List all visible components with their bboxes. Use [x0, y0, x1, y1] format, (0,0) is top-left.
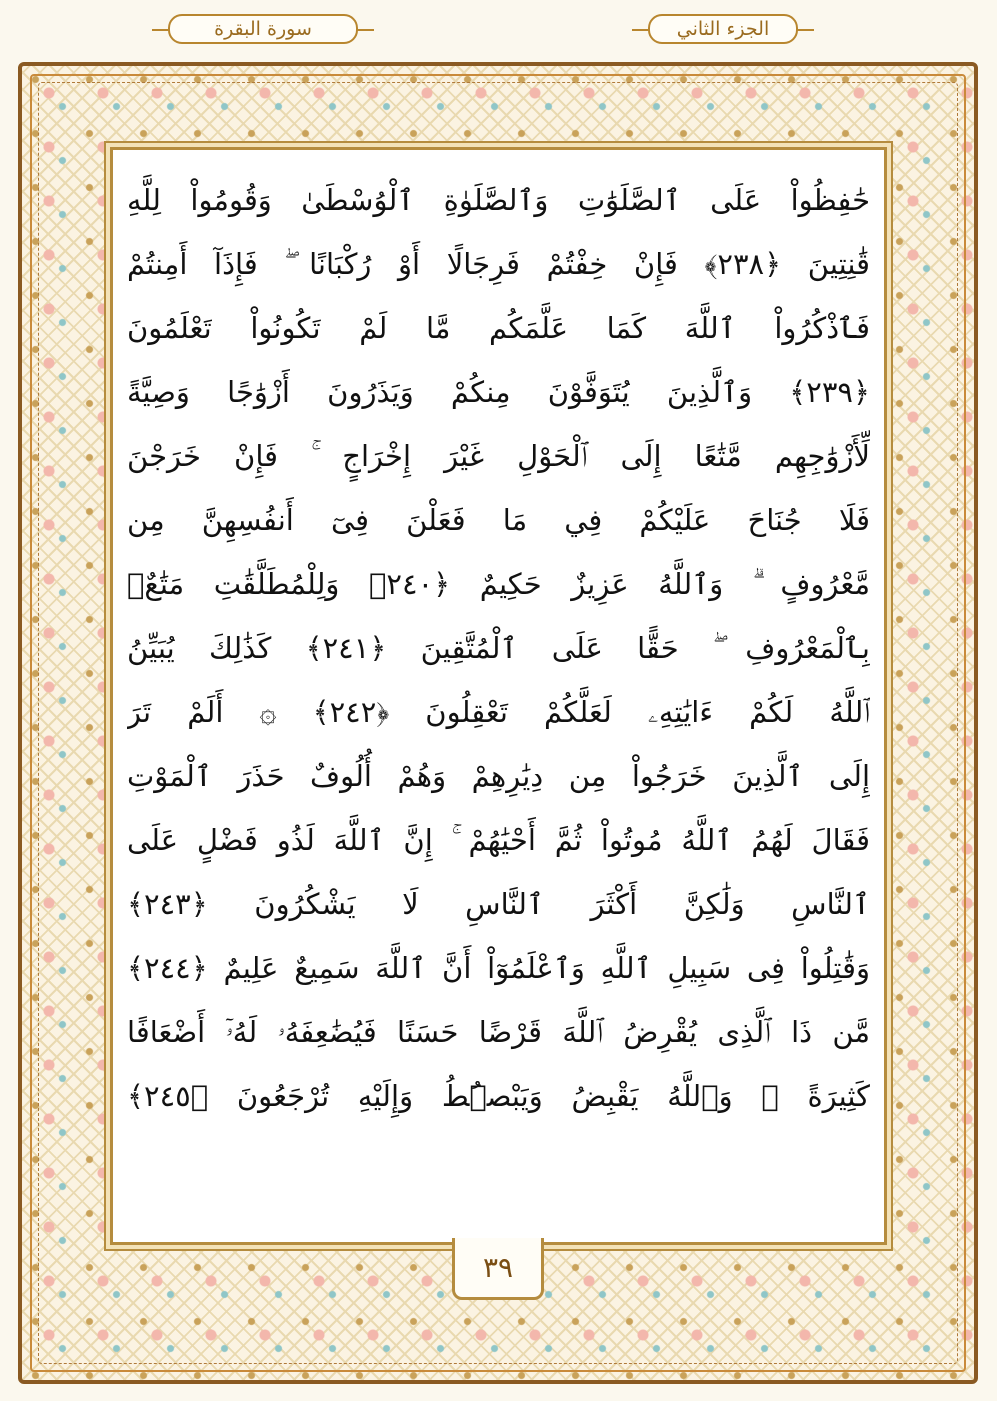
surah-label: سورة البقرة — [168, 14, 358, 44]
page-number: ٣٩ — [452, 1238, 544, 1300]
juz-label: الجزء الثاني — [648, 14, 798, 44]
verse-line-8: بِٱلْمَعْرُوفِ ۖ حَقًّا عَلَى ٱلْمُتَّقِينَ ﴿٢٤١﴾ كَذَٰلِكَ يُبَيِّنُ — [127, 631, 870, 665]
verse-line-6: فَلَا جُنَاحَ عَلَيْكُمْ فِي مَا فَعَلْنَ فِىٓ أَنفُسِهِنَّ مِن — [127, 503, 870, 537]
verse-line-1: حَٰفِظُواْ عَلَى ٱلصَّلَوَٰتِ وَٱلصَّلَوٰةِ ٱلْوُسْطَىٰ وَقُومُواْ لِلَّهِ — [127, 183, 870, 217]
verse-line-9: ٱللَّهُ لَكُمْ ءَايَٰتِهِۦ لَعَلَّكُمْ تَعْقِلُونَ ﴿٢٤٢﴾ ۞ أَلَمْ تَرَ — [127, 695, 870, 729]
quran-text-panel — [110, 147, 887, 1245]
verse-line-11: فَقَالَ لَهُمُ ٱللَّهُ مُوتُواْ ثُمَّ أَحْيَٰهُمْ ۚ إِنَّ ٱللَّهَ لَذُو فَضْلٍ عَلَى — [127, 823, 870, 857]
verse-line-13: وَقَٰتِلُواْ فِى سَبِيلِ ٱللَّهِ وَٱعْلَمُوٓاْ أَنَّ ٱللَّهَ سَمِيعٌ عَلِيمٌ ﴿٢٤٤﴾ — [127, 951, 870, 985]
verse-line-3: فَٱذْكُرُواْ ٱللَّهَ كَمَا عَلَّمَكُم مَّا لَمْ تَكُونُواْ تَعْلَمُونَ — [127, 311, 870, 345]
verse-lines — [127, 168, 870, 1128]
verse-line-5: لِّأَزْوَٰجِهِم مَّتَٰعًا إِلَى ٱلْحَوْلِ غَيْرَ إِخْرَاجٍ ۚ فَإِنْ خَرَجْنَ — [127, 439, 870, 473]
verse-line-15: كَثِيرَةً ۚ وَٱللَّهُ يَقْبِضُ وَيَبْصُۜطُ وَإِلَيْهِ تُرْجَعُونَ ﴿٢٤٥﴾ — [127, 1079, 870, 1113]
verse-line-12: ٱلنَّاسِ وَلَٰكِنَّ أَكْثَرَ ٱلنَّاسِ لَا يَشْكُرُونَ ﴿٢٤٣﴾ — [127, 887, 870, 921]
verse-line-14: مَّن ذَا ٱلَّذِى يُقْرِضُ ٱللَّهَ قَرْضًا حَسَنًا فَيُضَٰعِفَهُۥ لَهُۥٓ أَضْعَافًا — [127, 1015, 870, 1049]
verse-line-4: ﴿٢٣٩﴾ وَٱلَّذِينَ يُتَوَفَّوْنَ مِنكُمْ وَيَذَرُونَ أَزْوَٰجًا وَصِيَّةً — [127, 375, 870, 409]
verse-line-7: مَّعْرُوفٍ ۗ وَٱللَّهُ عَزِيزٌ حَكِيمٌ ﴿٢٤٠﴾ وَلِلْمُطَلَّقَٰتِ مَتَٰعٌۢ — [127, 567, 870, 601]
verse-line-2: قَٰنِتِينَ ﴿٢٣٨﴾ فَإِنْ خِفْتُمْ فَرِجَالًا أَوْ رُكْبَانًا ۖ فَإِذَآ أَمِنتُمْ — [127, 247, 870, 281]
verse-line-10: إِلَى ٱلَّذِينَ خَرَجُواْ مِن دِيَٰرِهِمْ وَهُمْ أُلُوفٌ حَذَرَ ٱلْمَوْتِ — [127, 759, 870, 793]
